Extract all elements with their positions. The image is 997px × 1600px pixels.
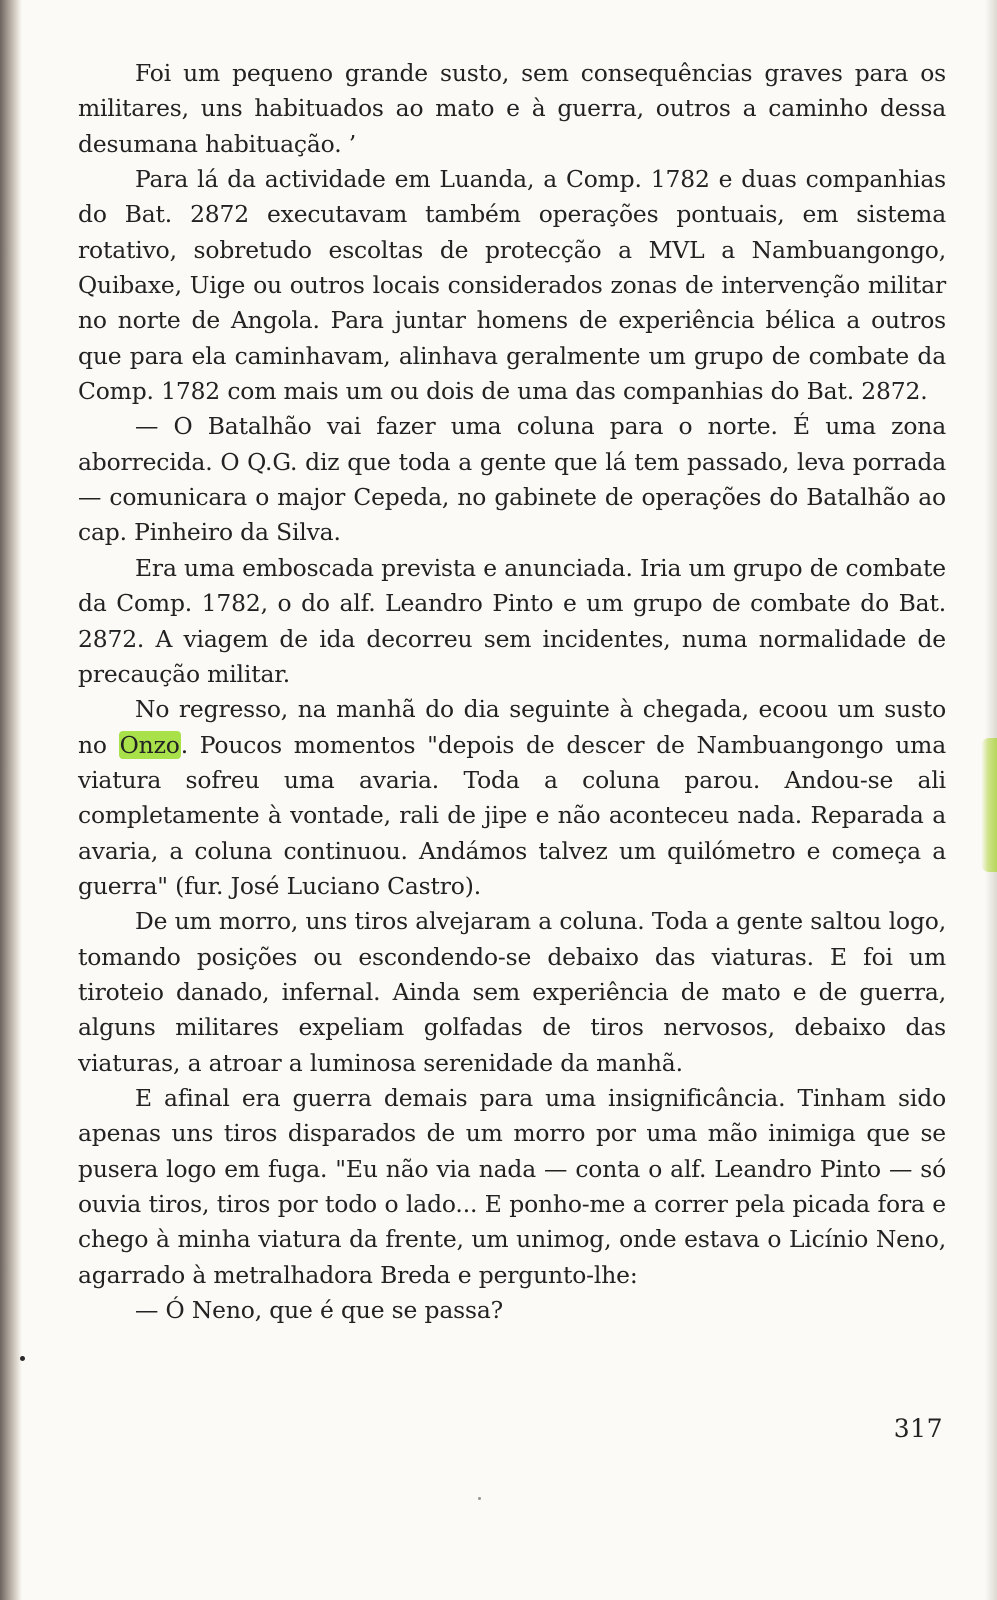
speck — [478, 1497, 481, 1500]
paragraph-5-start: No regresso, na manhã do dia seguinte à chegada, ecoou um susto no — [78, 695, 946, 759]
paragraph-6: De um morro, uns tiros alvejaram a coluna. Toda a gente saltou logo, tomando posições ou escondendo-se debaixo das viaturas. E foi um tiroteio danado, infernal. Ainda sem experiência de mato e de guerra, alguns militares expeliam golfadas de tiros nervosos, debaixo das viaturas, a atroar a luminosa serenidade da manhã. — [78, 907, 946, 1077]
paragraph-1: Foi um pequeno grande susto, sem consequências graves para os militares, uns habituados ao mato e à guerra, outros a caminho dessa desumana habituação. ’ — [78, 59, 946, 158]
paragraph-5-end: . Poucos momentos "depois de descer de Nambuangongo uma viatura sofreu uma avaria. Toda a coluna parou. Andou-se ali completamente à vontade, rali de jipe e não aconteceu nada. Reparada a avaria, a coluna continuou. Andámos talvez um quilómetro e começa a guerra" (fur. José Luciano Castro). — [78, 730, 946, 900]
paragraph-5 — [78, 692, 946, 904]
paragraph-3: — O Batalhão vai fazer uma coluna para o norte. É uma zona aborrecida. O Q.G. diz que toda a gente que lá tem passado, leva porrada — comunicara o major Cepeda, no gabinete de operações do Batalhão ao cap. Pinheiro da Silva. — [78, 412, 946, 547]
binding-shadow — [0, 0, 22, 1600]
body-text — [78, 56, 946, 1328]
paragraph-8: — Ó Neno, que é que se passa? — [135, 1296, 504, 1325]
highlighter-edge-mark — [981, 738, 997, 872]
paragraph-7: E afinal era guerra demais para uma insignificância. Tinham sido apenas uns tiros disparados de um morro por uma mão inimiga que se pusera logo em fuga. "Eu não via nada — conta o alf. Leandro Pinto — só ouvia tiros, tiros por todo o lado... E ponho-me a correr pela picada fora e chego à minha viatura da frente, um unimog, onde estava o Licínio Neno, agarrado à metralhadora Breda e pergunto-lhe: — [78, 1083, 946, 1289]
page-number: 317 — [893, 1414, 943, 1443]
paragraph-4: Era uma emboscada prevista e anunciada. Iria um grupo de combate da Comp. 1782, o do alf. Leandro Pinto e um grupo de combate do Bat. 2872. A viagem de ida decorreu sem incidentes, numa normalidade de precaução militar. — [78, 553, 946, 688]
margin-dot — [20, 1356, 25, 1361]
highlighted-word: Onzo — [119, 730, 180, 759]
paragraph-2: Para lá da actividade em Luanda, a Comp. 1782 e duas companhias do Bat. 2872 executavam também operações pontuais, em sistema rotativo, sobretudo escoltas de protecção a MVL a Nambuangongo, Quibaxe, Uige ou outros locais considerados zonas de intervenção militar no norte de Angola. Para juntar homens de experiência bélica a outros que para ela caminhavam, alinhava geralmente um grupo de combate da Comp. 1782 com mais um ou dois de uma das companhias do Bat. 2872. — [78, 165, 946, 406]
